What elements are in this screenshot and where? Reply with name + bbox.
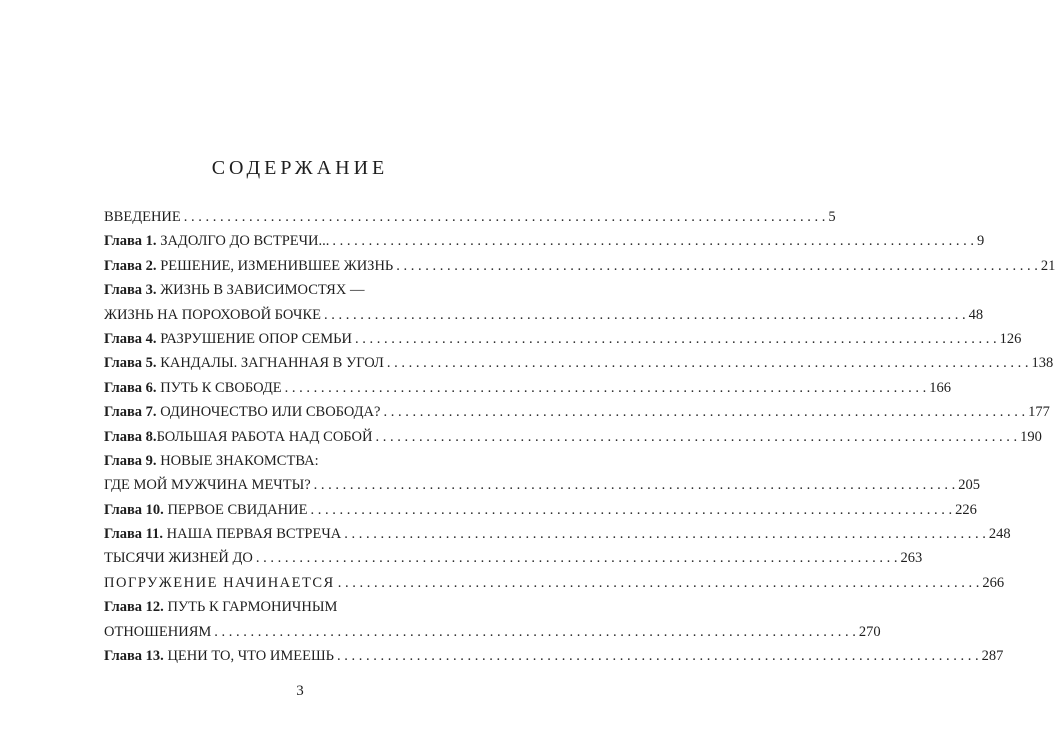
chapter-number: Глава 7. — [104, 404, 157, 421]
dot-leader — [332, 229, 974, 253]
dot-leader — [338, 571, 980, 595]
toc-entry-chapter-10 — [104, 498, 977, 522]
dot-leader — [396, 254, 1038, 278]
toc-entry-chapter-12 — [104, 595, 500, 619]
toc-entry-chapter-6 — [104, 376, 951, 400]
dot-leader — [383, 400, 1025, 424]
page-ref: 138 — [1031, 355, 1054, 372]
toc-entry-chapter-13 — [104, 644, 1004, 668]
toc-entry-immersion — [104, 571, 1005, 595]
chapter-title: КАНДАЛЫ. ЗАГНАННАЯ В УГОЛ — [156, 355, 384, 372]
dot-leader — [387, 351, 1029, 375]
page-ref: 266 — [982, 574, 1005, 591]
toc-entry-chapter-5 — [104, 351, 1054, 375]
toc-entry-chapter-3 — [104, 278, 500, 302]
dot-leader — [375, 425, 1017, 449]
dot-leader — [310, 498, 952, 522]
page-title: СОДЕРЖАНИЕ — [211, 157, 389, 180]
toc-entry-chapter-11 — [104, 522, 1011, 546]
toc-entry-chapter-4 — [104, 327, 1022, 351]
dot-leader — [256, 546, 898, 570]
page-ref: 205 — [958, 477, 981, 494]
chapter-title: ЦЕНИ ТО, ЧТО ИМЕЕШЬ — [163, 648, 334, 665]
dot-leader — [314, 473, 956, 497]
page-ref: 287 — [981, 648, 1004, 665]
page-ref: 248 — [988, 526, 1011, 543]
chapter-title: ПОГРУЖЕНИЕ НАЧИНАЕТСЯ — [104, 574, 335, 591]
chapter-number: Глава 2. — [104, 257, 157, 274]
chapter-title: НОВЫЕ ЗНАКОМСТВА: — [156, 452, 319, 469]
toc-entry-intro — [104, 205, 836, 229]
dot-leader — [184, 205, 826, 229]
page-ref: 190 — [1020, 428, 1042, 445]
toc-entry-chapter-2 — [104, 254, 1055, 278]
page-ref: 270 — [858, 623, 881, 640]
page-ref: 177 — [1028, 404, 1050, 421]
chapter-number: Глава 5. — [104, 355, 157, 372]
chapter-number: Глава 4. — [104, 330, 157, 347]
toc-entry-chapter-9 — [104, 449, 500, 473]
chapter-title: РАЗРУШЕНИЕ ОПОР СЕМЬИ — [156, 330, 352, 347]
chapter-number: Глава 13. — [104, 648, 164, 665]
chapter-number: Глава 6. — [104, 379, 157, 396]
chapter-title: РЕШЕНИЕ, ИЗМЕНИВШЕЕ ЖИЗНЬ — [156, 257, 394, 274]
toc-entry-chapter-9-cont — [104, 473, 981, 497]
chapter-title: ЖИЗНЬ В ЗАВИСИМОСТЯХ — — [156, 282, 365, 299]
page-ref: 48 — [968, 306, 984, 323]
page-ref: 126 — [999, 330, 1022, 347]
chapter-title: ПЕРВОЕ СВИДАНИЕ — [163, 501, 308, 518]
dot-leader — [344, 522, 986, 546]
chapter-number: Глава 10. — [104, 501, 164, 518]
chapter-title: ЗАДОЛГО ДО ВСТРЕЧИ... — [156, 233, 330, 250]
page-number: 3 — [296, 683, 304, 699]
chapter-number: Глава 3. — [104, 282, 157, 299]
dot-leader — [355, 327, 997, 351]
toc-entry-chapter-12-cont — [104, 620, 881, 644]
chapter-title: ПУТЬ К СВОБОДЕ — [156, 379, 282, 396]
page-ref: 166 — [929, 379, 951, 396]
chapter-title: ПУТЬ К ГАРМОНИЧНЫМ — [163, 599, 338, 616]
chapter-title: ТЫСЯЧИ ЖИЗНЕЙ ДО — [104, 550, 253, 567]
chapter-number: Глава 8. — [104, 428, 157, 445]
chapter-number: Глава 9. — [104, 452, 157, 469]
dot-leader — [214, 620, 856, 644]
toc-entry-chapter-7 — [104, 400, 1050, 424]
toc-entry-chapter-1 — [104, 229, 985, 253]
page-ref: 263 — [900, 550, 923, 567]
chapter-title: НАША ПЕРВАЯ ВСТРЕЧА — [163, 526, 342, 543]
dot-leader — [337, 644, 979, 668]
page-ref: 9 — [977, 233, 985, 250]
page-ref: 21 — [1040, 257, 1055, 274]
chapter-title: ЖИЗНЬ НА ПОРОХОВОЙ БОЧКЕ — [104, 306, 321, 323]
dot-leader — [285, 376, 927, 400]
chapter-title: ОДИНОЧЕСТВО ИЛИ СВОБОДА? — [156, 404, 381, 421]
dot-leader — [324, 303, 966, 327]
chapter-number: Глава 1. — [104, 233, 157, 250]
toc-entry-chapter-8 — [104, 425, 1042, 449]
chapter-title: ВВЕДЕНИЕ — [104, 209, 181, 225]
table-of-contents — [104, 205, 1055, 668]
chapter-number: Глава 11. — [104, 526, 164, 543]
chapter-title: ГДЕ МОЙ МУЖЧИНА МЕЧТЫ? — [104, 477, 311, 494]
page-ref: 226 — [955, 501, 977, 518]
chapter-title: ОТНОШЕНИЯМ — [104, 623, 212, 640]
chapter-number: Глава 12. — [104, 599, 164, 616]
toc-entry-thousands-of-lives — [104, 546, 923, 570]
page-ref: 5 — [828, 209, 836, 225]
toc-entry-chapter-3-cont — [104, 303, 984, 327]
chapter-title: БОЛЬШАЯ РАБОТА НАД СОБОЙ — [156, 428, 373, 445]
